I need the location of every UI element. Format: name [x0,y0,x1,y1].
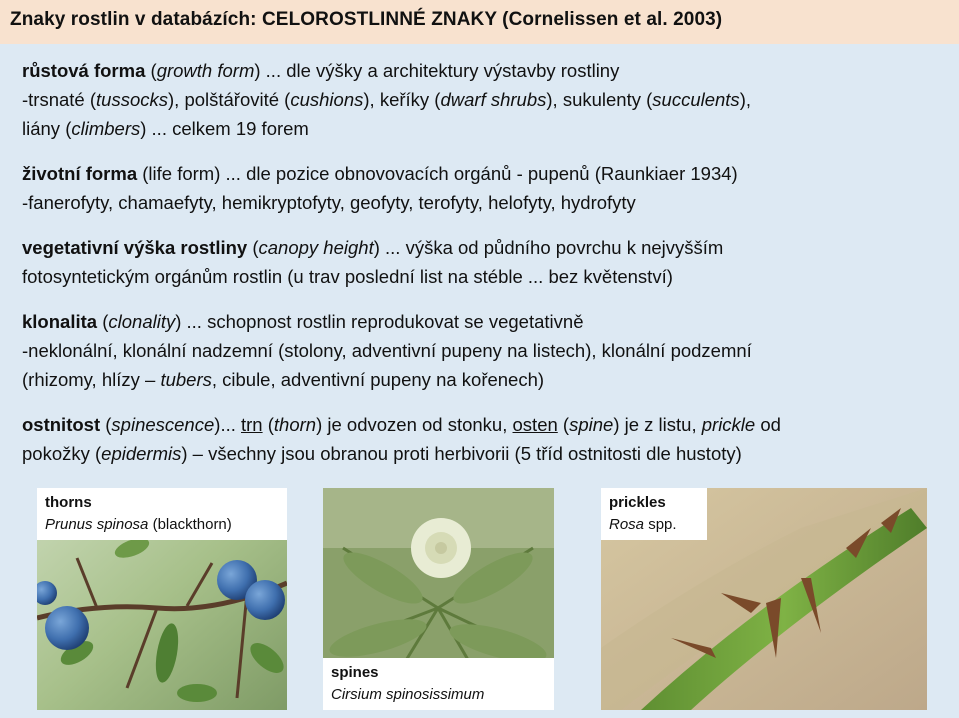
term: životní forma [22,163,138,184]
section-spinescence: ostnitost (spinescence)... trn (thorn) je odvozen od stonku, osten (spine) je z listu, prickle od pokožky (epidermis) – všechny jsou obranou proti herbivorii (5 tříd ostnitosti dle hustoty) [22,414,781,464]
photo-rosa [601,488,927,710]
photo-cirsium [323,488,554,710]
definition: ... schopnost rostlin reprodukovat se vegetativně [186,311,584,332]
caption-prickles: prickles Rosa spp. [601,488,707,540]
definition: ... dle pozice obnovovacích orgánů - pupenů (Raunkiaer 1934) [225,163,738,184]
term: klonalita [22,311,98,332]
definition: ... dle výšky a architektury výstavby rostliny [265,60,620,81]
section-canopy-height: vegetativní výška rostliny (canopy height) ... výška od půdního povrchu k nejvyšším fotosyntetickým orgánům rostlin (u trav poslední list na stéble ... bez květenství) [22,237,724,287]
term-en: growth form [156,60,255,81]
definition: ... výška od půdního povrchu k nejvyšším [385,237,724,258]
caption-spines: spines Cirsium spinosissimum [323,658,554,710]
slide-content [22,56,942,484]
photo-blackthorn [37,488,287,710]
slide-title: Znaky rostlin v databázích: CELOROSTLINNÉ ZNAKY (Cornelissen et al. 2003) [10,9,723,30]
section-clonality: klonalita (clonality) ... schopnost rostlin reprodukovat se vegetativně -neklonální, klonální nadzemní (stolony, adventivní pupeny na listech), klonální podzemní (rhizomy, hlízy – tubers, cibule, adventivní pupeny na kořenech) [22,311,752,390]
term: vegetativní výška rostliny [22,237,248,258]
section-growth-form: růstová forma (growth form) ... dle výšky a architektury výstavby rostliny -trsnaté (tussocks), polštářovité (cushions), keříky (dwarf shrubs), sukulenty (succulents), liány (climbers) ... celkem 19 forem [22,60,751,139]
caption-thorns: thorns Prunus spinosa (blackthorn) [37,488,287,540]
term: ostnitost [22,414,101,435]
section-life-form: životní forma (life form) ... dle pozice obnovovacích orgánů - pupenů (Raunkiaer 1934) -fanerofyty, chamaefyty, hemikryptofyty, geofyty, terofyty, helofyty, hydrofyty [22,163,738,213]
term: růstová forma [22,60,146,81]
